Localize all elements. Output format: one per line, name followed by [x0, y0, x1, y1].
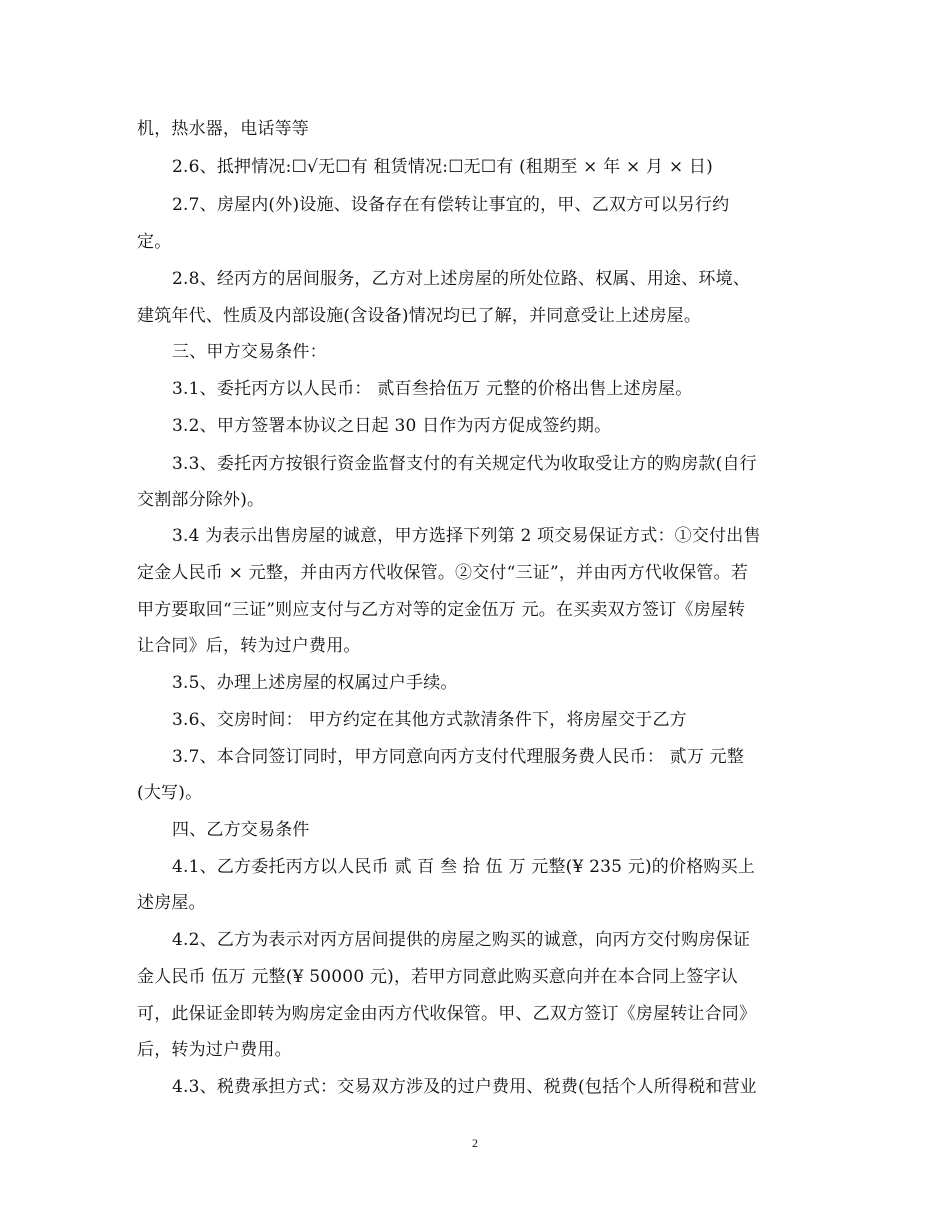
text-line: 机，热水器，电话等等: [137, 119, 309, 139]
text-line: 2.6、抵押情况:☐√无☐有 租赁情况:☐无☐有 (租期至 × 年 × 月 × 日): [172, 157, 713, 177]
text-line: 3.6、交房时间： 甲方约定在其他方式款清条件下，将房屋交于乙方: [172, 710, 687, 730]
text-line: 后，转为过户费用。: [137, 1040, 292, 1060]
text-line: 3.4 为表示出售房屋的诚意，甲方选择下列第 2 项交易保证方式：①交付出售: [172, 526, 761, 546]
text-line: 2.8、经丙方的居间服务，乙方对上述房屋的所处位路、权属、用途、环境、: [172, 269, 751, 289]
section-heading: 三、甲方交易条件：: [172, 342, 327, 362]
text-line: 3.3、委托丙方按银行资金监督支付的有关规定代为收取受让方的购房款(自行: [172, 454, 757, 474]
text-line: 4.3、税费承担方式：交易双方涉及的过户费用、税费(包括个人所得税和营业: [172, 1077, 757, 1097]
text-line: 2.7、房屋内(外)设施、设备存在有偿转让事宜的，甲、乙双方可以另行约: [172, 195, 730, 215]
text-line: 4.1、乙方委托丙方以人民币 贰 百 叁 拾 伍 万 元整(¥ 235 元)的价格购买上: [172, 857, 755, 877]
text-line: 3.2、甲方签署本协议之日起 30 日作为丙方促成签约期。: [172, 416, 612, 436]
text-line: 述房屋。: [137, 893, 206, 913]
text-line: 定。: [137, 232, 172, 252]
text-line: 定金人民币 × 元整，并由丙方代收保管。②交付“三证”，并由丙方代收保管。若: [137, 563, 749, 583]
page-number: 2: [472, 1136, 478, 1150]
text-line: 3.1、委托丙方以人民币： 贰百叁拾伍万 元整的价格出售上述房屋。: [172, 379, 693, 399]
text-line: 3.5、办理上述房屋的权属过户手续。: [172, 673, 458, 693]
text-line: 4.2、乙方为表示对丙方居间提供的房屋之购买的诚意，向丙方交付购房保证: [172, 930, 751, 950]
text-line: 交割部分除外)。: [137, 490, 265, 510]
text-line: 让合同》后，转为过户费用。: [137, 636, 361, 656]
text-line: 可，此保证金即转为购房定金由丙方代收保管。甲、乙双方签订《房屋转让合同》: [137, 1004, 757, 1024]
text-line: (大写)。: [137, 783, 203, 803]
text-line: 金人民币 伍万 元整(¥ 50000 元)，若甲方同意此购买意向并在本合同上签字认: [137, 967, 738, 987]
text-line: 甲方要取回“三证”则应支付与乙方对等的定金伍万 元。在买卖双方签订《房屋转: [137, 600, 746, 620]
text-line: 3.7、本合同签订同时，甲方同意向丙方支付代理服务费人民币： 贰万 元整: [172, 747, 745, 767]
section-heading: 四、乙方交易条件: [172, 820, 310, 840]
text-line: 建筑年代、性质及内部设施(含设备)情况均已了解，并同意受让上述房屋。: [137, 306, 702, 326]
